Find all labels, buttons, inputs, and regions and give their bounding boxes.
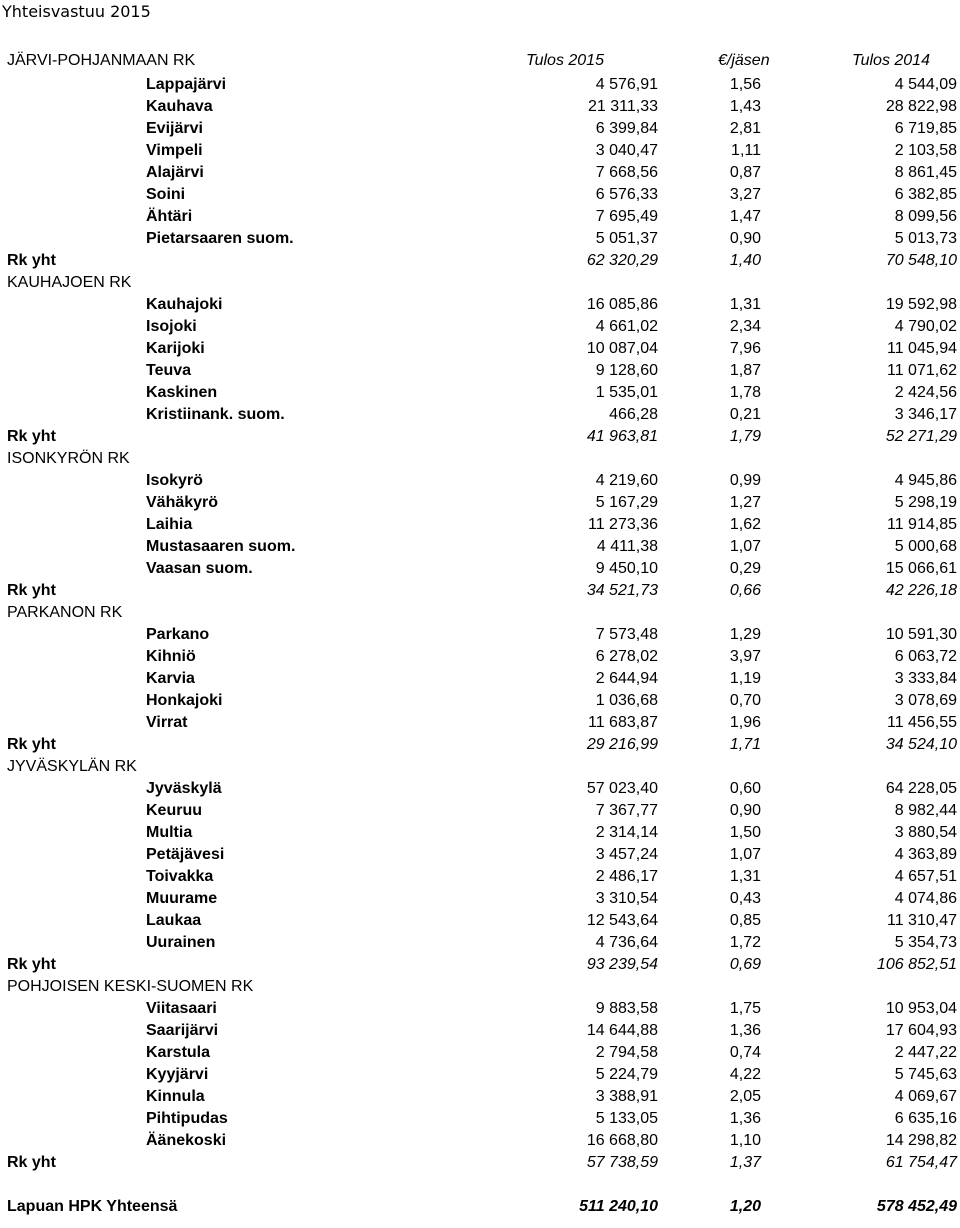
value-tulos-2015: 93 239,54: [586, 956, 658, 973]
value-tulos-2014: 4 069,67: [894, 1088, 957, 1105]
value-per-member: 1,31: [729, 296, 761, 313]
table-row: [0, 536, 960, 558]
value-tulos-2014: 10 953,04: [885, 1000, 957, 1017]
column-header-tulos-2014: Tulos 2014: [852, 52, 930, 69]
value-per-member: 1,96: [729, 714, 761, 731]
value-tulos-2015: 11 683,87: [588, 714, 658, 731]
value-per-member: 0,85: [729, 912, 761, 929]
row-label: Kaskinen: [146, 384, 218, 401]
table-row: [0, 1020, 960, 1042]
value-tulos-2014: 2 424,56: [894, 384, 957, 401]
region-total-row: [0, 1152, 960, 1174]
row-label: Rk yht: [7, 252, 56, 269]
value-per-member: 1,19: [729, 670, 761, 687]
value-per-member: 1,20: [729, 1198, 761, 1215]
row-label: Uurainen: [146, 934, 216, 951]
value-per-member: 0,99: [729, 472, 761, 489]
value-per-member: 3,97: [729, 648, 761, 665]
row-label: Rk yht: [7, 582, 56, 599]
results-table: [0, 74, 960, 1218]
table-row: [0, 646, 960, 668]
row-label: Multia: [146, 824, 193, 841]
value-tulos-2015: 2 486,17: [595, 868, 658, 885]
value-tulos-2015: 466,28: [609, 406, 658, 423]
row-label: Evijärvi: [146, 120, 203, 137]
row-label: Saarijärvi: [146, 1022, 219, 1039]
value-per-member: 2,05: [729, 1088, 761, 1105]
value-tulos-2015: 4 576,91: [595, 76, 658, 93]
region-header-row: [0, 602, 960, 624]
value-per-member: 2,81: [729, 120, 761, 137]
value-tulos-2014: 64 228,05: [885, 780, 957, 797]
row-label: Rk yht: [7, 736, 56, 753]
value-per-member: 0,60: [729, 780, 761, 797]
table-row: [0, 96, 960, 118]
region-name: POHJOISEN KESKI-SUOMEN RK: [7, 978, 254, 995]
table-row: [0, 800, 960, 822]
value-tulos-2014: 5 000,68: [894, 538, 957, 555]
value-tulos-2015: 5 167,29: [595, 494, 658, 511]
row-label: Kyyjärvi: [146, 1066, 209, 1083]
region-name: JÄRVI-POHJANMAAN RK: [7, 52, 196, 69]
table-row: [0, 690, 960, 712]
value-tulos-2014: 6 063,72: [894, 648, 957, 665]
value-tulos-2014: 2 447,22: [894, 1044, 957, 1061]
value-tulos-2015: 6 399,84: [595, 120, 658, 137]
value-tulos-2015: 1 036,68: [595, 692, 658, 709]
value-tulos-2015: 7 573,48: [595, 626, 658, 643]
row-label: Karvia: [146, 670, 195, 687]
row-label: Kauhava: [146, 98, 213, 115]
row-label: Pietarsaaren suom.: [146, 230, 294, 247]
table-row: [0, 338, 960, 360]
value-tulos-2015: 34 521,73: [586, 582, 658, 599]
value-tulos-2014: 3 346,17: [894, 406, 957, 423]
region-total-row: [0, 426, 960, 448]
region-total-row: [0, 734, 960, 756]
value-tulos-2015: 14 644,88: [586, 1022, 658, 1039]
value-tulos-2014: 3 078,69: [894, 692, 957, 709]
value-tulos-2014: 28 822,98: [885, 98, 957, 115]
value-tulos-2015: 29 216,99: [586, 736, 658, 753]
value-tulos-2014: 578 452,49: [876, 1198, 957, 1215]
value-per-member: 1,43: [729, 98, 761, 115]
value-tulos-2015: 3 040,47: [595, 142, 658, 159]
table-row: [0, 492, 960, 514]
table-row: [0, 1130, 960, 1152]
row-label: Rk yht: [7, 1154, 56, 1171]
value-tulos-2015: 2 644,94: [595, 670, 658, 687]
value-tulos-2015: 3 310,54: [595, 890, 658, 907]
value-per-member: 4,22: [729, 1066, 761, 1083]
row-label: Isokyrö: [146, 472, 203, 489]
value-per-member: 1,50: [729, 824, 761, 841]
value-per-member: 1,79: [729, 428, 761, 445]
value-tulos-2014: 11 456,55: [887, 714, 957, 731]
table-row: [0, 360, 960, 382]
region-header-row: [0, 448, 960, 470]
value-tulos-2015: 4 219,60: [595, 472, 658, 489]
value-tulos-2014: 61 754,47: [885, 1154, 957, 1171]
value-per-member: 0,66: [729, 582, 761, 599]
row-label: Keuruu: [146, 802, 202, 819]
table-row: [0, 712, 960, 734]
value-per-member: 0,90: [729, 802, 761, 819]
value-tulos-2014: 17 604,93: [885, 1022, 957, 1039]
value-tulos-2015: 2 794,58: [595, 1044, 658, 1061]
value-per-member: 1,72: [729, 934, 761, 951]
table-row: [0, 888, 960, 910]
value-tulos-2014: 52 271,29: [885, 428, 957, 445]
value-per-member: 0,90: [729, 230, 761, 247]
value-tulos-2014: 4 363,89: [894, 846, 957, 863]
value-tulos-2014: 19 592,98: [885, 296, 957, 313]
row-label: Lappajärvi: [146, 76, 227, 93]
value-tulos-2014: 6 719,85: [894, 120, 957, 137]
value-per-member: 1,62: [729, 516, 761, 533]
table-row: [0, 932, 960, 954]
value-per-member: 0,43: [729, 890, 761, 907]
value-tulos-2014: 4 945,86: [894, 472, 957, 489]
value-tulos-2015: 62 320,29: [586, 252, 658, 269]
table-row: [0, 1086, 960, 1108]
value-tulos-2015: 7 668,56: [595, 164, 658, 181]
value-tulos-2014: 4 544,09: [894, 76, 957, 93]
value-per-member: 1,27: [729, 494, 761, 511]
row-label: Karijoki: [146, 340, 205, 357]
value-tulos-2015: 1 535,01: [595, 384, 658, 401]
table-header: [0, 52, 960, 74]
value-per-member: 0,87: [729, 164, 761, 181]
value-per-member: 1,11: [731, 142, 761, 159]
document-title: Yhteisvastuu 2015: [2, 2, 151, 21]
table-row: [0, 514, 960, 536]
value-tulos-2014: 3 880,54: [894, 824, 957, 841]
row-label: Muurame: [146, 890, 218, 907]
value-tulos-2015: 5 133,05: [595, 1110, 658, 1127]
value-tulos-2014: 6 382,85: [894, 186, 957, 203]
table-row: [0, 822, 960, 844]
table-row: [0, 118, 960, 140]
value-per-member: 1,07: [729, 538, 761, 555]
value-per-member: 1,75: [729, 1000, 761, 1017]
region-header-row: [0, 976, 960, 998]
table-row: [0, 470, 960, 492]
row-label: Karstula: [146, 1044, 211, 1061]
value-tulos-2014: 8 099,56: [894, 208, 957, 225]
value-tulos-2015: 10 087,04: [586, 340, 658, 357]
value-tulos-2014: 106 852,51: [876, 956, 957, 973]
table-row: [0, 624, 960, 646]
value-per-member: 0,69: [729, 956, 761, 973]
value-tulos-2014: 5 745,63: [894, 1066, 957, 1083]
value-tulos-2014: 4 790,02: [894, 318, 957, 335]
table-row: [0, 558, 960, 580]
value-per-member: 1,10: [729, 1132, 761, 1149]
table-row: [0, 866, 960, 888]
value-per-member: 1,36: [729, 1110, 761, 1127]
table-row: [0, 162, 960, 184]
value-tulos-2015: 9 128,60: [595, 362, 658, 379]
value-per-member: 1,40: [729, 252, 761, 269]
table-row: [0, 1108, 960, 1130]
value-tulos-2014: 11 310,47: [887, 912, 957, 929]
region-name: ISONKYRÖN RK: [7, 450, 130, 467]
row-label: Kauhajoki: [146, 296, 223, 313]
table-row: [0, 184, 960, 206]
value-tulos-2015: 9 883,58: [595, 1000, 658, 1017]
row-label: Ähtäri: [146, 208, 193, 225]
value-per-member: 1,78: [729, 384, 761, 401]
value-tulos-2015: 41 963,81: [586, 428, 658, 445]
table-row: [0, 1042, 960, 1064]
value-tulos-2015: 7 695,49: [595, 208, 658, 225]
value-tulos-2014: 11 071,62: [887, 362, 957, 379]
value-tulos-2014: 4 074,86: [894, 890, 957, 907]
value-per-member: 0,21: [729, 406, 761, 423]
row-label: Vimpeli: [146, 142, 203, 159]
row-label: Mustasaaren suom.: [146, 538, 296, 555]
row-label: Toivakka: [146, 868, 214, 885]
region-name: PARKANON RK: [7, 604, 123, 621]
value-tulos-2015: 2 314,14: [595, 824, 658, 841]
table-row: [0, 910, 960, 932]
value-tulos-2014: 3 333,84: [894, 670, 957, 687]
table-row: [0, 844, 960, 866]
row-label: Soini: [146, 186, 186, 203]
value-tulos-2015: 9 450,10: [595, 560, 658, 577]
value-tulos-2015: 5 224,79: [595, 1066, 658, 1083]
grand-total-row: [0, 1196, 960, 1218]
value-tulos-2015: 12 543,64: [586, 912, 658, 929]
table-row: [0, 206, 960, 228]
value-tulos-2014: 42 226,18: [885, 582, 957, 599]
row-label: Vähäkyrö: [146, 494, 219, 511]
value-per-member: 7,96: [729, 340, 761, 357]
value-tulos-2014: 5 354,73: [894, 934, 957, 951]
table-row: [0, 404, 960, 426]
value-tulos-2014: 14 298,82: [885, 1132, 957, 1149]
value-per-member: 1,31: [729, 868, 761, 885]
region-header-row: [0, 756, 960, 778]
value-per-member: 1,37: [729, 1154, 761, 1171]
value-per-member: 1,71: [729, 736, 761, 753]
row-label: Rk yht: [7, 956, 56, 973]
region-total-row: [0, 250, 960, 272]
table-row: [0, 140, 960, 162]
value-tulos-2015: 6 278,02: [595, 648, 658, 665]
value-tulos-2015: 57 738,59: [586, 1154, 658, 1171]
row-label: Viitasaari: [146, 1000, 217, 1017]
value-tulos-2014: 11 914,85: [887, 516, 957, 533]
region-header-row: [0, 272, 960, 294]
region-name: KAUHAJOEN RK: [7, 274, 132, 291]
table-row: [0, 294, 960, 316]
table-row: [0, 74, 960, 96]
row-label: Petäjävesi: [146, 846, 225, 863]
value-tulos-2014: 6 635,16: [894, 1110, 957, 1127]
region-name: JYVÄSKYLÄN RK: [7, 758, 137, 775]
value-per-member: 1,47: [729, 208, 761, 225]
value-tulos-2014: 5 013,73: [894, 230, 957, 247]
value-tulos-2014: 2 103,58: [894, 142, 957, 159]
value-per-member: 0,74: [729, 1044, 761, 1061]
table-row: [0, 316, 960, 338]
value-per-member: 1,36: [729, 1022, 761, 1039]
value-per-member: 1,07: [729, 846, 761, 863]
column-header-per-member: €/jäsen: [718, 52, 770, 69]
table-row: [0, 228, 960, 250]
value-tulos-2014: 8 982,44: [894, 802, 957, 819]
value-tulos-2014: 11 045,94: [887, 340, 957, 357]
row-label: Kinnula: [146, 1088, 205, 1105]
table-row: [0, 1064, 960, 1086]
value-tulos-2014: 34 524,10: [885, 736, 957, 753]
value-tulos-2015: 4 736,64: [595, 934, 658, 951]
row-label: Jyväskylä: [146, 780, 222, 797]
value-per-member: 2,34: [729, 318, 761, 335]
row-label: Honkajoki: [146, 692, 223, 709]
value-tulos-2015: 7 367,77: [595, 802, 658, 819]
row-label: Virrat: [146, 714, 188, 731]
value-tulos-2015: 6 576,33: [595, 186, 658, 203]
value-tulos-2014: 8 861,45: [894, 164, 957, 181]
row-label: Lapuan HPK Yhteensä: [7, 1198, 178, 1215]
value-tulos-2014: 4 657,51: [894, 868, 957, 885]
row-label: Rk yht: [7, 428, 56, 445]
row-label: Isojoki: [146, 318, 197, 335]
value-tulos-2015: 21 311,33: [588, 98, 658, 115]
value-tulos-2014: 70 548,10: [885, 252, 957, 269]
region-total-row: [0, 580, 960, 602]
row-label: Parkano: [146, 626, 210, 643]
row-label: Alajärvi: [146, 164, 204, 181]
value-per-member: 3,27: [729, 186, 761, 203]
value-tulos-2015: 3 457,24: [595, 846, 658, 863]
value-tulos-2015: 11 273,36: [588, 516, 658, 533]
value-tulos-2015: 511 240,10: [579, 1198, 658, 1215]
row-label: Laihia: [146, 516, 193, 533]
value-tulos-2015: 57 023,40: [586, 780, 658, 797]
row-label: Pihtipudas: [146, 1110, 228, 1127]
value-per-member: 1,56: [729, 76, 761, 93]
row-label: Äänekoski: [146, 1132, 227, 1149]
value-tulos-2014: 10 591,30: [885, 626, 957, 643]
table-row: [0, 382, 960, 404]
value-tulos-2015: 16 668,80: [586, 1132, 658, 1149]
row-label: Teuva: [146, 362, 192, 379]
value-tulos-2015: 5 051,37: [595, 230, 658, 247]
row-label: Vaasan suom.: [146, 560, 253, 577]
value-tulos-2015: 4 661,02: [595, 318, 658, 335]
value-per-member: 0,70: [729, 692, 761, 709]
row-label: Kihniö: [146, 648, 196, 665]
value-tulos-2015: 3 388,91: [595, 1088, 658, 1105]
value-tulos-2015: 4 411,38: [596, 538, 658, 555]
region-total-row: [0, 954, 960, 976]
value-tulos-2014: 5 298,19: [894, 494, 957, 511]
row-label: Laukaa: [146, 912, 202, 929]
table-row: [0, 668, 960, 690]
column-header-tulos-2015: Tulos 2015: [526, 52, 604, 69]
value-per-member: 1,87: [729, 362, 761, 379]
table-row: [0, 778, 960, 800]
row-label: Kristiinank. suom.: [146, 406, 285, 423]
value-per-member: 0,29: [729, 560, 761, 577]
table-row: [0, 998, 960, 1020]
value-tulos-2014: 15 066,61: [885, 560, 957, 577]
value-tulos-2015: 16 085,86: [586, 296, 658, 313]
value-per-member: 1,29: [729, 626, 761, 643]
